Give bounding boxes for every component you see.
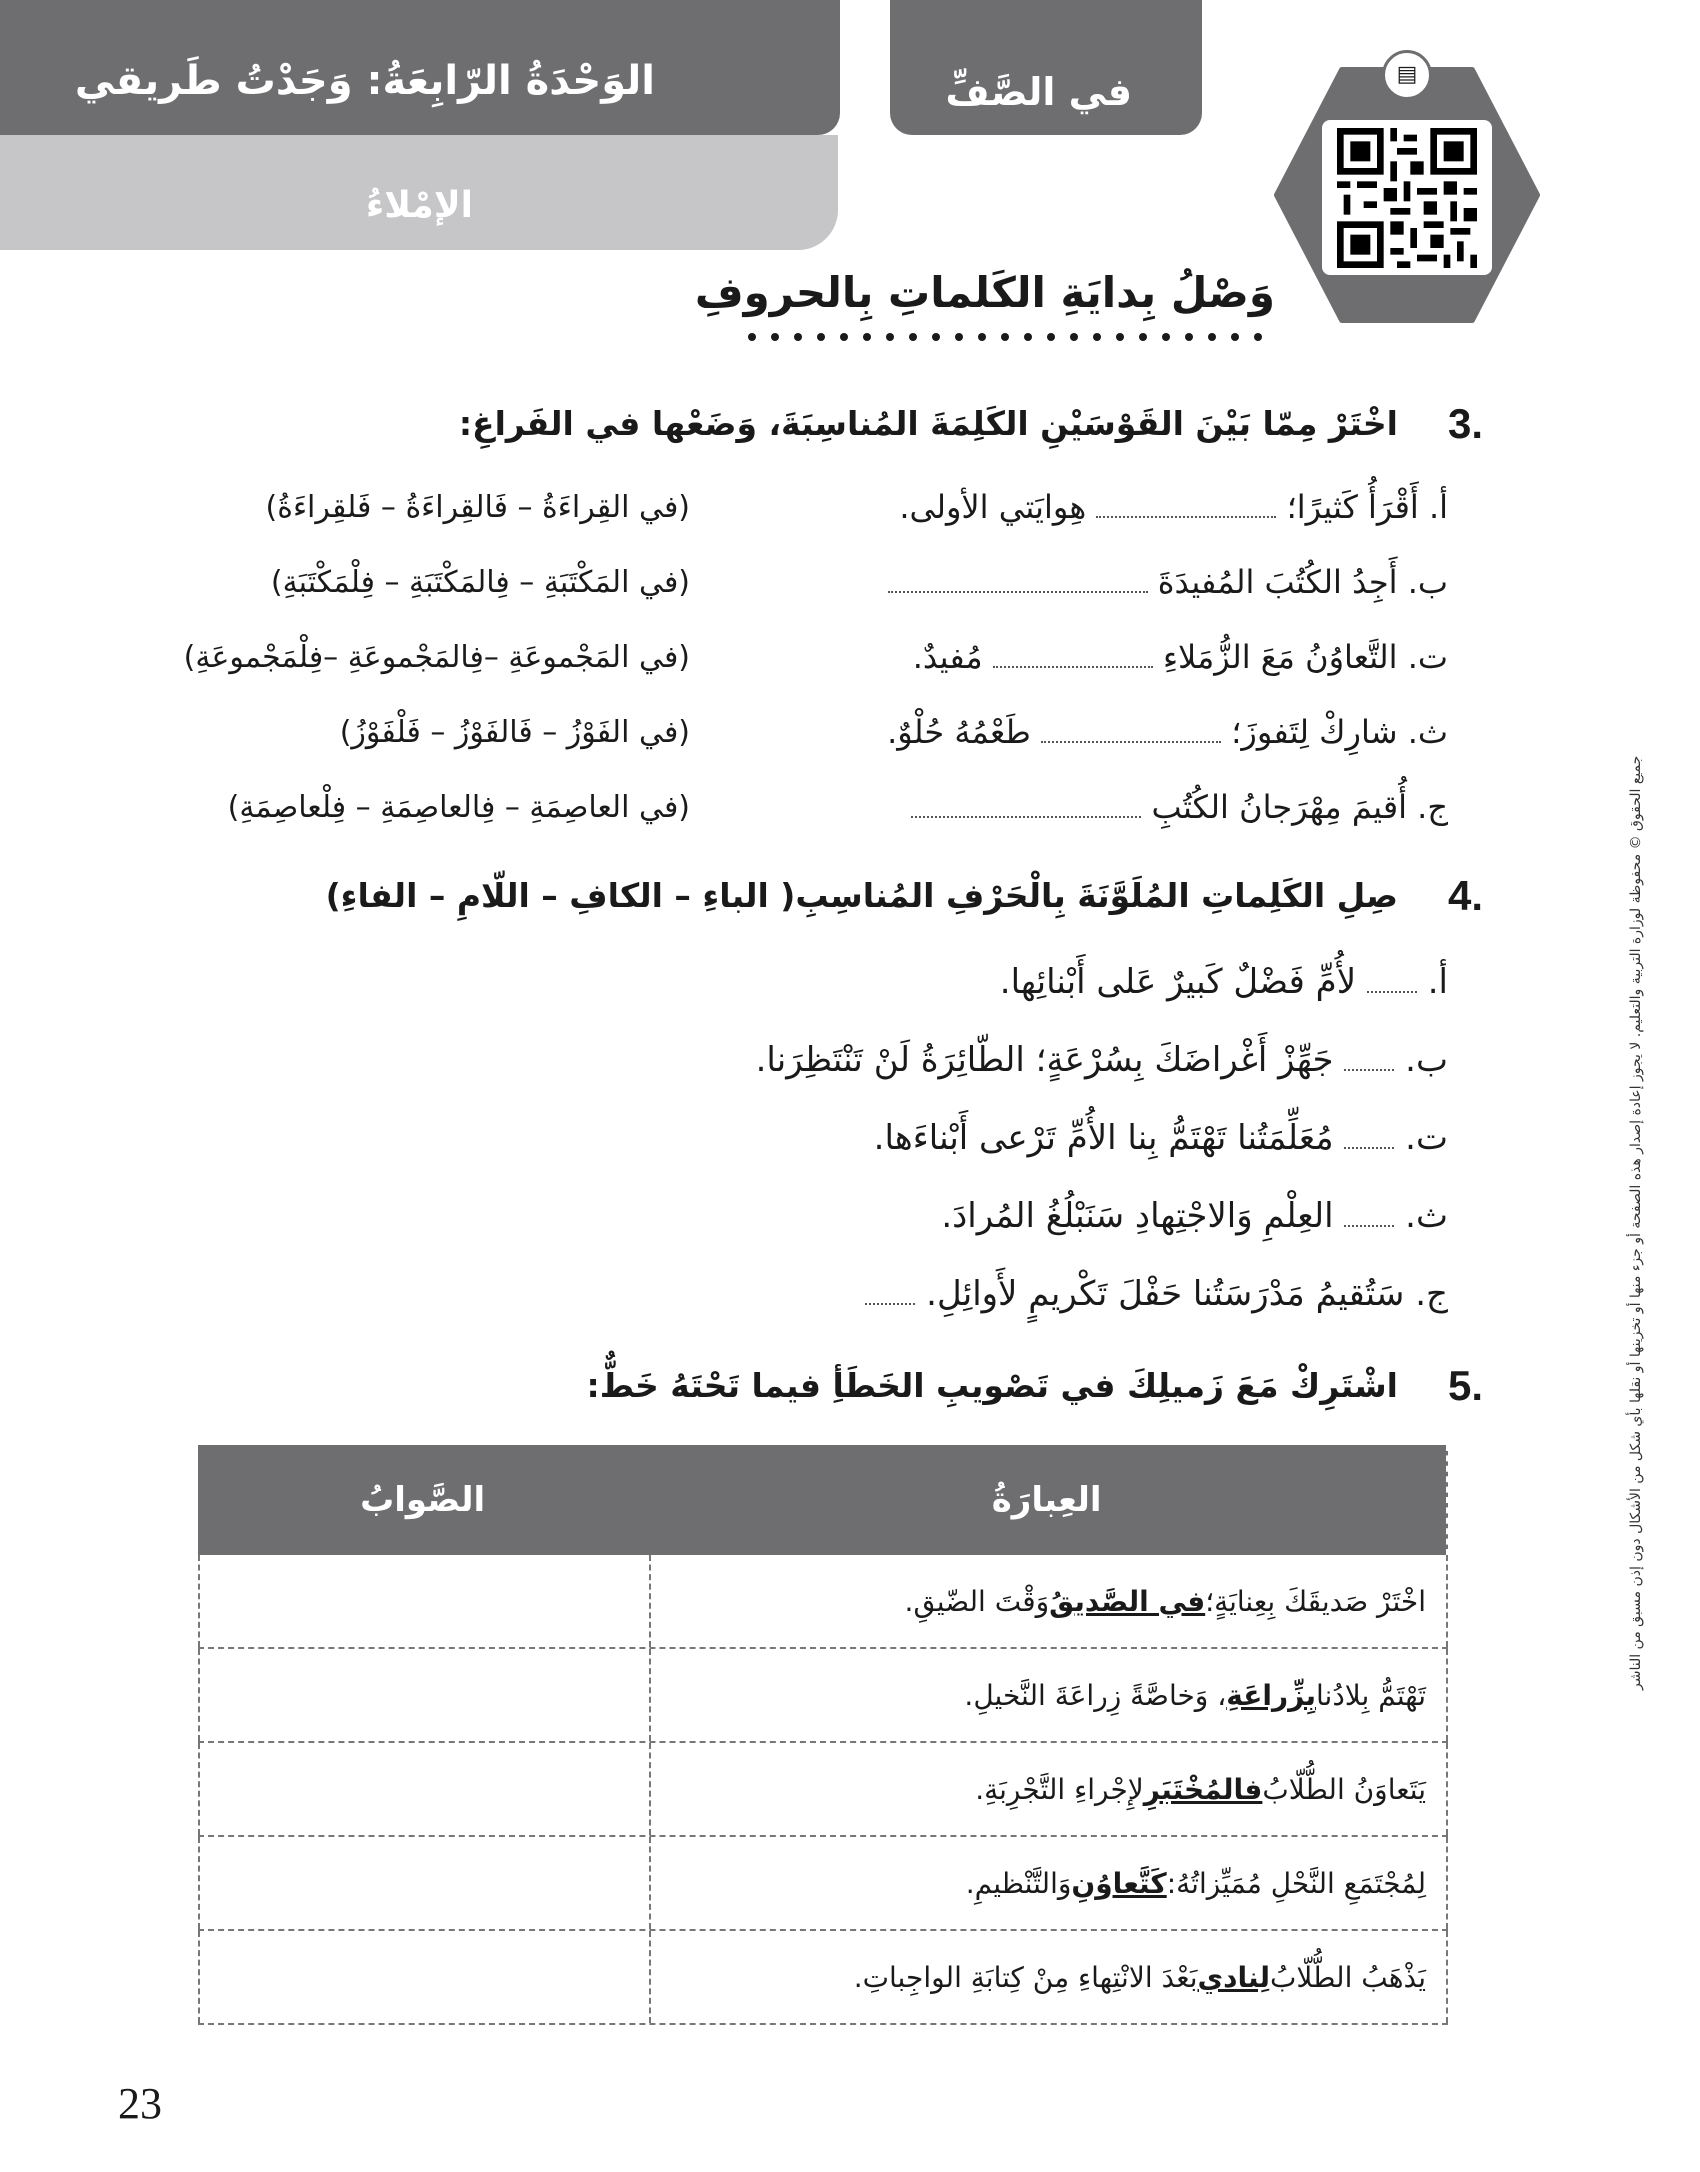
qr-pattern <box>1331 128 1483 268</box>
q3-options-a: (في القِراءَةُ – فَالقِراءَةُ – فَلقِراءَةُ) <box>265 490 690 525</box>
item-text: العِلْمِ وَالاجْتِهادِ سَنَبْلُغُ المُرادَ. <box>941 1196 1334 1236</box>
q3-item-j <box>911 788 1448 826</box>
item-letter: ب. <box>1405 1040 1448 1080</box>
in-class-tab <box>890 0 1202 135</box>
underlined-word: كَتَّعاوُنِ <box>1071 1866 1167 1900</box>
col-expression-header: العِبارَةُ <box>647 1445 1448 1555</box>
page-number: 23 <box>118 2079 162 2128</box>
heading-dots <box>745 330 1275 344</box>
q3-item-a <box>899 488 1448 526</box>
item-letter: أ. <box>1428 488 1448 526</box>
answer-blank[interactable] <box>1041 741 1221 743</box>
correction-table <box>198 1445 1448 2025</box>
answer-blank[interactable] <box>1367 991 1417 993</box>
expression-cell: لِمُجْتَمَعِ النَّحْلِ مُمَيِّزاتُهُ: كَتَّعاوُنِ وَالتَّنْظيمِ. <box>651 1837 1448 1929</box>
q3-item-t <box>913 638 1448 676</box>
item-text: سَتُقيمُ مَدْرَسَتُنا حَفْلَ تَكْريمٍ لأَوائِلِ. <box>926 1274 1405 1314</box>
col-answer-header: الصَّوابُ <box>360 1480 486 1520</box>
camera-icon[interactable]: ▤ <box>1382 50 1432 100</box>
q3-options-j: (في العاصِمَةِ – فِالعاصِمَةِ – فِلْعاصِمَةِ) <box>227 790 690 825</box>
item-text: أُقيمَ مِهْرَجانُ الكُتُبِ <box>1151 788 1407 826</box>
table-row <box>198 1555 1448 1649</box>
answer-blank[interactable] <box>865 1303 915 1305</box>
item-text: أَقْرَأُ كَثيرًا؛ <box>1286 488 1419 526</box>
answer-blank[interactable] <box>1096 516 1276 518</box>
tab-label: في الصَّفِّ <box>945 70 1132 114</box>
unit-banner <box>0 0 840 135</box>
q4-title: صِلِ الكَلِماتِ المُلَوَّنَةَ بِالْحَرْفِ المُناسِبِ( الباءِ – الكافِ – اللّامِ – الفاءِ) <box>325 876 1398 915</box>
expression-cell: تَهْتَمُّ بِلادُنا بِزِّراعَةِ ، وَخاصَّةً زِراعَةَ النَّخيلِ. <box>651 1649 1448 1741</box>
expression-cell: اخْتَرْ صَديقَكَ بِعِنايَةٍ؛ في الصَّديقُ وَقْتَ الضّيقِ. <box>651 1555 1448 1647</box>
answer-blank[interactable] <box>1344 1069 1394 1071</box>
q4-number: 4. <box>1448 872 1484 919</box>
underlined-word: لِنادي <box>1197 1960 1270 1994</box>
section-banner <box>0 135 838 250</box>
item-text: مُعَلِّمَتُنا تَهْتَمُّ بِنا الأُمِّ تَرْعى أَبْناءَها. <box>873 1118 1334 1158</box>
qr-code[interactable] <box>1322 120 1492 275</box>
q5-number: 5. <box>1448 1362 1484 1409</box>
item-text: لأُمِّ فَضْلٌ كَبيرٌ عَلى أَبْنائِها. <box>999 962 1357 1002</box>
item-letter: ت. <box>1405 1118 1448 1158</box>
item-text-2: مُفيدٌ. <box>912 638 983 676</box>
table-row <box>198 1931 1448 2025</box>
lesson-heading: وَصْلُ بِدايَةِ الكَلماتِ بِالحروفِ <box>694 268 1275 317</box>
copyright-note: جميع الحقوق © محفوظة لوزارة التربية والتعليم. لا يجوز إعادة إصدار هذه الصفحة أو جزء منها أو تخزينها أو نقلها بأي شكل من الأشكال دون إذن مسبق من الناشر <box>1628 755 1644 1690</box>
item-text-2: هِوايَتي الأولى. <box>899 488 1087 526</box>
underlined-word: في الصَّديقُ <box>1049 1584 1206 1618</box>
answer-cell[interactable] <box>198 1649 651 1741</box>
item-text: شارِكْ لِتَفوزَ؛ <box>1231 713 1398 751</box>
table-row <box>198 1743 1448 1837</box>
answer-cell[interactable] <box>198 1837 651 1929</box>
item-text: التَّعاوُنُ مَعَ الزُّمَلاءِ <box>1163 638 1398 676</box>
table-row <box>198 1837 1448 1931</box>
item-letter: ث. <box>1405 1196 1448 1236</box>
item-text-2: طَعْمُهُ حُلْوٌ. <box>887 713 1031 751</box>
item-text: جَهِّزْ أَغْراضَكَ بِسُرْعَةٍ؛ الطّائِرَةُ لَنْ تَنْتَظِرَنا. <box>755 1040 1334 1080</box>
q4-item-j <box>865 1274 1448 1314</box>
underlined-word: بِزِّراعَةِ <box>1226 1678 1317 1712</box>
q3-title: اخْتَرْ مِمّا بَيْنَ القَوْسَيْنِ الكَلِمَةَ المُناسِبَةَ، وَضَعْها في الفَراغِ: <box>458 404 1398 443</box>
answer-blank[interactable] <box>911 816 1141 818</box>
expression-cell: يَتَعاوَنُ الطُّلّابُ فالمُخْتَبَرِ لإِجْراءِ التَّجْرِبَةِ. <box>651 1743 1448 1835</box>
item-letter: ث. <box>1407 713 1448 751</box>
item-letter: أ. <box>1427 962 1448 1002</box>
section-title: الإمْلاءُ <box>365 185 473 226</box>
answer-blank[interactable] <box>1344 1147 1394 1149</box>
underlined-word: فالمُخْتَبَرِ <box>1143 1772 1263 1806</box>
q3-item-th <box>887 713 1448 751</box>
q3-options-t: (في المَجْموعَةِ –فِالمَجْموعَةِ –فِلْمَجْموعَةِ) <box>183 640 690 675</box>
q4-item-th <box>941 1196 1448 1236</box>
item-text: أَجِدُ الكُتُبَ المُفيدَةَ <box>1157 563 1398 601</box>
answer-blank[interactable] <box>888 591 1148 593</box>
answer-cell[interactable] <box>198 1743 651 1835</box>
unit-title: الوَحْدَةُ الرّابِعَةُ: وَجَدْتُ طَريقي <box>74 58 655 104</box>
q3-options-b: (في المَكْتَبَةِ – فِالمَكْتَبَةِ – فِلْمَكْتَبَةِ) <box>270 565 690 600</box>
q4-item-a <box>1000 962 1448 1002</box>
answer-cell[interactable] <box>198 1555 651 1647</box>
answer-blank[interactable] <box>993 666 1153 668</box>
table-header <box>198 1445 1448 1555</box>
item-letter: ج. <box>1417 788 1448 826</box>
q3-options-th: (في الفَوْزُ – فَالفَوْزُ – فَلْفَوْزُ) <box>339 715 690 750</box>
item-letter: ت. <box>1407 638 1448 676</box>
item-letter: ب. <box>1407 563 1448 601</box>
table-row <box>198 1649 1448 1743</box>
item-letter: ج. <box>1415 1274 1448 1314</box>
q3-item-b <box>888 563 1448 601</box>
q3-number: 3. <box>1448 400 1484 447</box>
answer-cell[interactable] <box>198 1931 651 2023</box>
q5-title: اشْتَرِكْ مَعَ زَميلِكَ في تَصْويبِ الخَطَأِ فيما تَحْتَهُ خَطٌّ: <box>586 1366 1398 1405</box>
answer-blank[interactable] <box>1344 1225 1394 1227</box>
q4-item-b <box>756 1040 1448 1080</box>
q4-item-t <box>874 1118 1448 1158</box>
expression-cell: يَذْهَبُ الطُّلّابُ لِنادي بَعْدَ الانْتِهاءِ مِنْ كِتابَةِ الواجِباتِ. <box>651 1931 1448 2023</box>
